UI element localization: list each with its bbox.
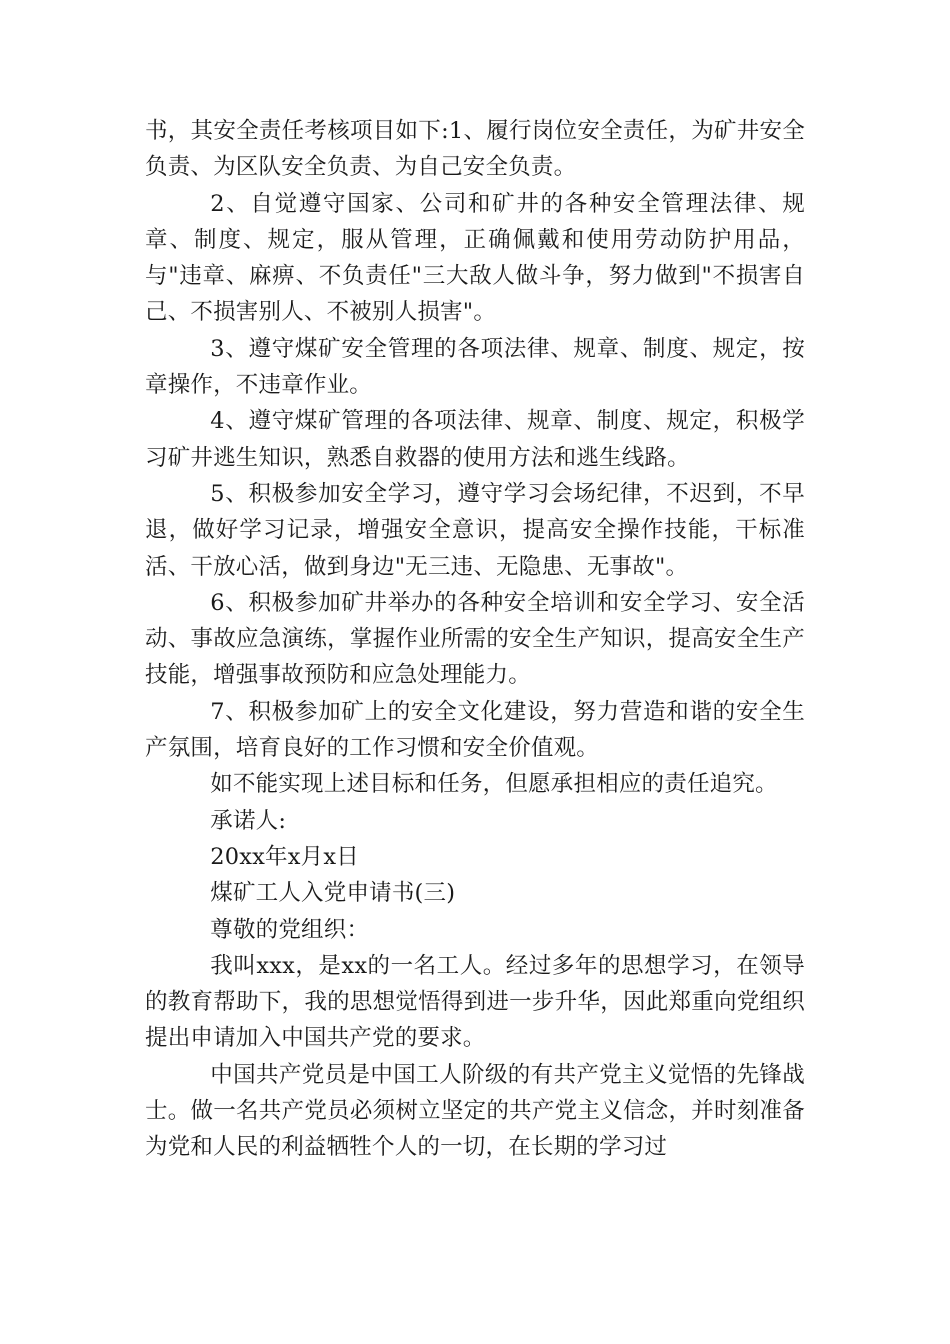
- paragraph-item-6: 6、积极参加矿井举办的各种安全培训和安全学习、安全活动、事故应急演练，掌握作业所需的安全生产知识，提高安全生产技能，增强事故预防和应急处理能力。: [145, 589, 805, 689]
- document-body: [145, 113, 805, 1166]
- salutation: 尊敬的党组织：: [210, 916, 370, 943]
- paragraph-item-7: 7、积极参加矿上的安全文化建设，努力营造和谐的安全生产氛围，培育良好的工作习惯和安全价值观。: [145, 698, 805, 762]
- section-title: 煤矿工人入党申请书(三): [210, 880, 456, 907]
- paragraph-item-3: 3、遵守煤矿安全管理的各项法律、规章、制度、规定，按章操作，不违章作业。: [145, 335, 805, 399]
- paragraph-item-5: 5、积极参加安全学习，遵守学习会场纪律，不迟到，不早退，做好学习记录，增强安全意识，提高安全操作技能，干标准活、干放心活，做到身边"无三违、无隐患、无事故"。: [145, 480, 805, 580]
- signature-date: 20xx年x月x日: [210, 843, 359, 870]
- paragraph-commitment-statement: 如不能实现上述目标和任务，但愿承担相应的责任追究。: [210, 771, 778, 798]
- paragraph-item-2: 2、自觉遵守国家、公司和矿井的各种安全管理法律、规章、制度、规定，服从管理，正确佩戴和使用劳动防护用品，与"违章、麻痹、不负责任"三大敌人做斗争，努力做到"不损害自己、不损害别人、不被别人损害"。: [145, 190, 805, 326]
- signature-label: 承诺人:: [210, 807, 287, 834]
- paragraph-party-member: 中国共产党员是中国工人阶级的有共产党主义觉悟的先锋战士。做一名共产党员必须树立坚定的共产党主义信念，并时刻准备为党和人民的利益牺牲个人的一切，在长期的学习过: [145, 1061, 805, 1161]
- paragraph-introduction: 我叫xxx，是xx的一名工人。经过多年的思想学习，在领导的教育帮助下，我的思想觉悟得到进一步升华，因此郑重向党组织提出申请加入中国共产党的要求。: [145, 952, 805, 1052]
- paragraph-item-4: 4、遵守煤矿管理的各项法律、规章、制度、规定，积极学习矿井逃生知识，熟悉自救器的使用方法和逃生线路。: [145, 408, 805, 471]
- paragraph-continued-intro: 书，其安全责任考核项目如下:1、履行岗位安全责任，为矿井安全负责、为区队安全负责、为自己安全负责。: [145, 118, 805, 181]
